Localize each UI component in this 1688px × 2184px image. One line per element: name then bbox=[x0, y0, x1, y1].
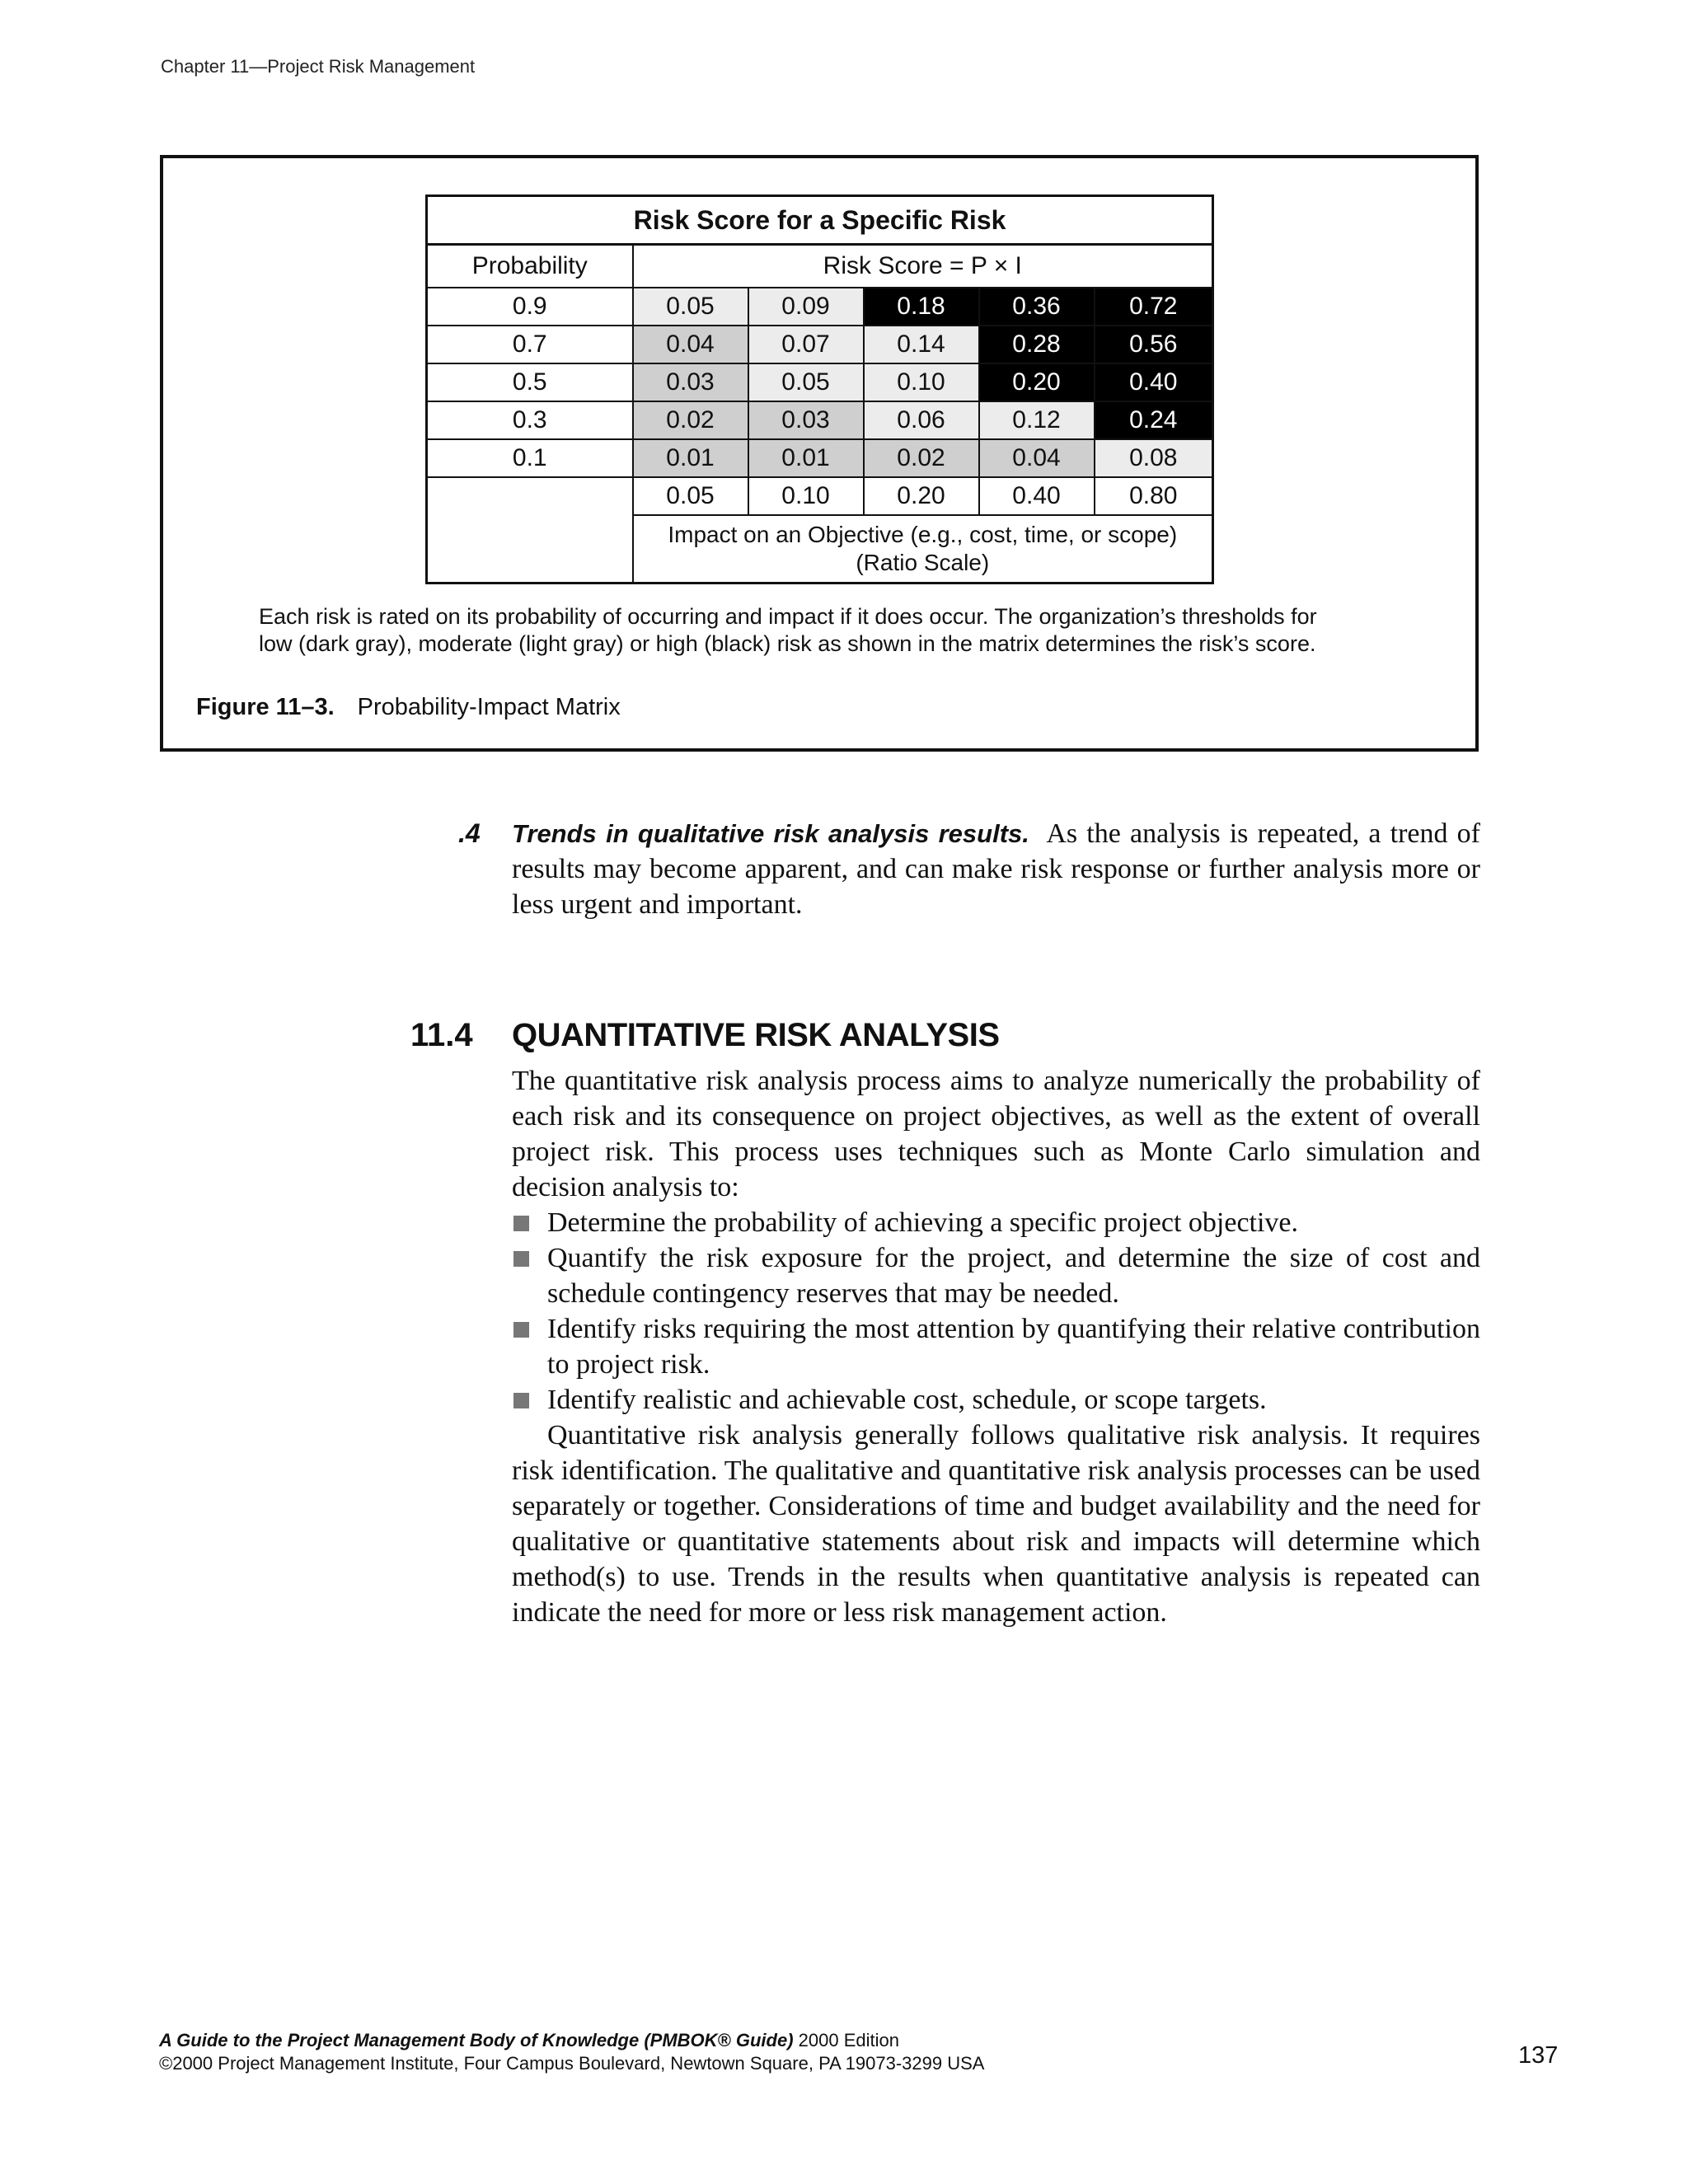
risk-score-cell: 0.05 bbox=[633, 288, 748, 326]
risk-score-cell: 0.28 bbox=[979, 326, 1095, 363]
section-body bbox=[512, 1063, 1480, 1630]
bullet-square-icon bbox=[513, 1251, 529, 1267]
risk-score-cell: 0.24 bbox=[1095, 401, 1213, 439]
risk-score-cell: 0.08 bbox=[1095, 439, 1213, 477]
risk-score-cell: 0.09 bbox=[748, 288, 864, 326]
section-closing: Quantitative risk analysis generally follows qualitative risk analysis. It requires risk identification. The qualitative and quantitative risk analysis processes can be used separately or together. Considerations of time and budget availability and the need for qualitative or quantitative statements about risk and impacts will determine which method(s) to use. Trends in the results when quantitative analysis is repeated can indicate the need for more or less risk management action. bbox=[512, 1420, 1480, 1628]
footer-edition: 2000 Edition bbox=[798, 2030, 899, 2050]
page-number: 137 bbox=[1518, 2042, 1559, 2069]
running-head: Chapter 11—Project Risk Management bbox=[161, 56, 476, 77]
bullet-text: Quantify the risk exposure for the project, and determine the size of cost and schedule contingency reserves that may be needed. bbox=[547, 1243, 1480, 1309]
matrix-row bbox=[427, 439, 1213, 477]
impact-value-cell: 0.10 bbox=[748, 477, 864, 515]
footer-book-title: A Guide to the Project Management Body of Knowledge (PMBOK® Guide) bbox=[159, 2030, 794, 2050]
list-item bbox=[512, 1240, 1480, 1311]
figure-number: Figure 11–3. bbox=[196, 694, 335, 720]
matrix-row bbox=[427, 288, 1213, 326]
list-item bbox=[512, 1311, 1480, 1382]
section-intro: The quantitative risk analysis process aims to analyze numerically the probability of each risk and its consequence on project objectives, as well as the extent of overall project risk. This process uses techniques such as Monte Carlo simulation and decision analysis to: bbox=[512, 1066, 1480, 1202]
impact-values-row bbox=[427, 477, 1213, 515]
section-title: QUANTITATIVE RISK ANALYSIS bbox=[512, 1017, 1000, 1053]
risk-score-cell: 0.02 bbox=[864, 439, 979, 477]
impact-value-cell: 0.20 bbox=[864, 477, 979, 515]
page-footer bbox=[159, 2029, 984, 2075]
risk-score-cell: 0.14 bbox=[864, 326, 979, 363]
probability-cell: 0.5 bbox=[427, 363, 633, 401]
caption-line-2: low (dark gray), moderate (light gray) or high (black) risk as shown in the matrix determines the risk’s score. bbox=[259, 631, 1316, 656]
bullet-square-icon bbox=[513, 1216, 529, 1231]
risk-score-cell: 0.01 bbox=[633, 439, 748, 477]
risk-score-cell: 0.03 bbox=[633, 363, 748, 401]
impact-label-line-2: (Ratio Scale) bbox=[856, 550, 990, 575]
bullet-square-icon bbox=[513, 1322, 529, 1338]
risk-score-cell: 0.03 bbox=[748, 401, 864, 439]
probability-cell: 0.7 bbox=[427, 326, 633, 363]
risk-score-cell: 0.40 bbox=[1095, 363, 1213, 401]
bullet-text: Identify realistic and achievable cost, schedule, or scope targets. bbox=[547, 1385, 1267, 1415]
risk-score-cell: 0.72 bbox=[1095, 288, 1213, 326]
matrix-row bbox=[427, 401, 1213, 439]
figure-label bbox=[196, 694, 621, 721]
risk-score-cell: 0.01 bbox=[748, 439, 864, 477]
probability-cell: 0.3 bbox=[427, 401, 633, 439]
bullet-square-icon bbox=[513, 1393, 529, 1408]
matrix-title: Risk Score for a Specific Risk bbox=[427, 196, 1213, 245]
impact-value-cell: 0.05 bbox=[633, 477, 748, 515]
risk-score-cell: 0.04 bbox=[633, 326, 748, 363]
risk-score-cell: 0.05 bbox=[748, 363, 864, 401]
section-number: 11.4 bbox=[410, 1017, 473, 1053]
item-4-marker: .4 bbox=[458, 818, 481, 848]
risk-score-cell: 0.12 bbox=[979, 401, 1095, 439]
item-4-paragraph bbox=[458, 816, 1480, 922]
impact-axis-label bbox=[633, 515, 1213, 583]
risk-score-cell: 0.04 bbox=[979, 439, 1095, 477]
impact-value-cell: 0.80 bbox=[1095, 477, 1213, 515]
bullet-list bbox=[512, 1205, 1480, 1418]
probability-cell: 0.1 bbox=[427, 439, 633, 477]
caption-line-1: Each risk is rated on its probability of occurring and impact if it does occur. The organization’s thresholds for bbox=[259, 604, 1317, 629]
probability-header: Probability bbox=[427, 245, 633, 288]
risk-score-cell: 0.02 bbox=[633, 401, 748, 439]
probability-cell: 0.9 bbox=[427, 288, 633, 326]
figure-11-3 bbox=[160, 155, 1479, 752]
item-4-text: As the analysis is repeated, a trend of results may become apparent, and can make risk response or further analysis more or less urgent and important. bbox=[512, 818, 1480, 920]
blank-cell bbox=[427, 477, 633, 583]
matrix-row bbox=[427, 363, 1213, 401]
probability-impact-matrix bbox=[425, 194, 1214, 584]
risk-score-header: Risk Score = P × I bbox=[633, 245, 1213, 288]
risk-score-cell: 0.56 bbox=[1095, 326, 1213, 363]
risk-score-cell: 0.07 bbox=[748, 326, 864, 363]
bullet-text: Identify risks requiring the most attention by quantifying their relative contribution to project risk. bbox=[547, 1314, 1480, 1380]
matrix-row bbox=[427, 326, 1213, 363]
bullet-text: Determine the probability of achieving a specific project objective. bbox=[547, 1207, 1299, 1238]
impact-value-cell: 0.40 bbox=[979, 477, 1095, 515]
figure-caption-text bbox=[259, 603, 1413, 658]
item-4-body bbox=[512, 816, 1480, 922]
figure-title: Probability-Impact Matrix bbox=[357, 694, 621, 720]
risk-score-cell: 0.10 bbox=[864, 363, 979, 401]
risk-score-cell: 0.18 bbox=[864, 288, 979, 326]
risk-score-cell: 0.20 bbox=[979, 363, 1095, 401]
risk-score-cell: 0.06 bbox=[864, 401, 979, 439]
list-item bbox=[512, 1382, 1480, 1418]
impact-label-line-1: Impact on an Objective (e.g., cost, time, or scope) bbox=[668, 522, 1178, 547]
footer-copyright: ©2000 Project Management Institute, Four Campus Boulevard, Newtown Square, PA 19073-3299 USA bbox=[159, 2053, 985, 2074]
list-item bbox=[512, 1205, 1480, 1240]
risk-score-cell: 0.36 bbox=[979, 288, 1095, 326]
item-4-lead: Trends in qualitative risk analysis results. bbox=[512, 819, 1029, 848]
